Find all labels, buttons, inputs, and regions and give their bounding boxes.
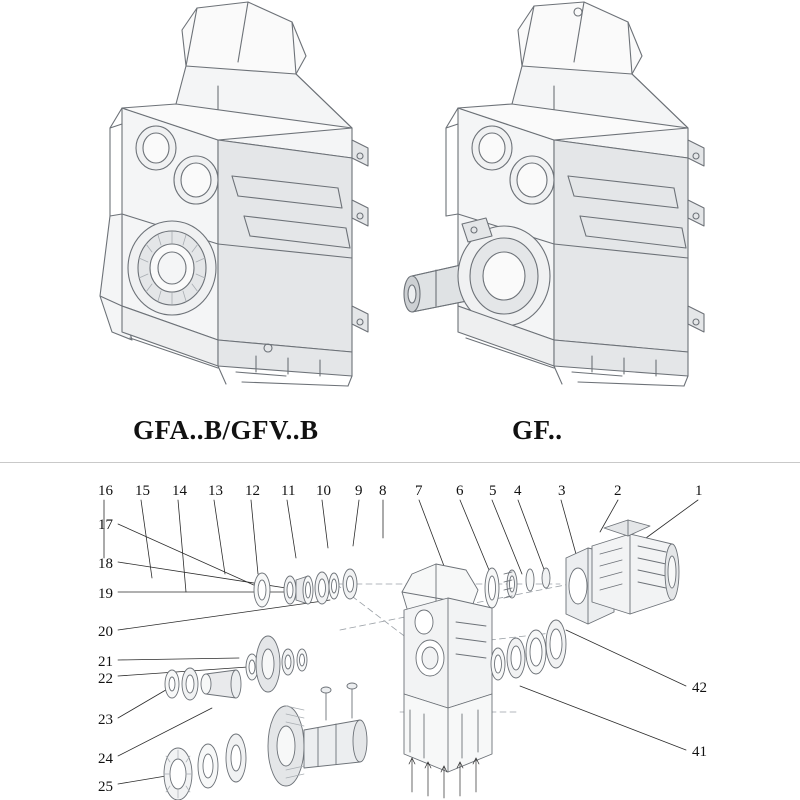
callout-13: 13 — [208, 483, 223, 499]
callout-1: 1 — [695, 483, 703, 499]
callout-18: 18 — [98, 556, 113, 572]
callout-16: 16 — [98, 483, 113, 499]
callout-19: 19 — [98, 586, 113, 602]
exploded-view — [0, 462, 800, 800]
callout-4: 4 — [514, 483, 522, 499]
gearbox-right-body — [404, 2, 704, 386]
callout-21: 21 — [98, 654, 113, 670]
callout-2: 2 — [614, 483, 622, 499]
callout-7: 7 — [415, 483, 423, 499]
callout-10: 10 — [316, 483, 331, 499]
callout-14: 14 — [172, 483, 187, 499]
callout-11: 11 — [281, 483, 296, 499]
callout-25: 25 — [98, 779, 113, 795]
gearbox-left-body — [100, 2, 368, 386]
callout-22: 22 — [98, 671, 113, 687]
callout-5: 5 — [489, 483, 497, 499]
callout-24: 24 — [98, 751, 113, 767]
callout-8: 8 — [379, 483, 387, 499]
callout-3: 3 — [558, 483, 566, 499]
callout-17: 17 — [98, 517, 113, 533]
caption-gf: GF.. — [512, 415, 563, 445]
caption-gfa-gfv: GFA..B/GFV..B — [133, 415, 319, 445]
callout-12: 12 — [245, 483, 260, 499]
callout-23: 23 — [98, 712, 113, 728]
callout-20: 20 — [98, 624, 113, 640]
callout-9: 9 — [355, 483, 363, 499]
callout-42: 42 — [692, 680, 707, 696]
callout-6: 6 — [456, 483, 464, 499]
callout-41: 41 — [692, 744, 707, 760]
callout-15: 15 — [135, 483, 150, 499]
